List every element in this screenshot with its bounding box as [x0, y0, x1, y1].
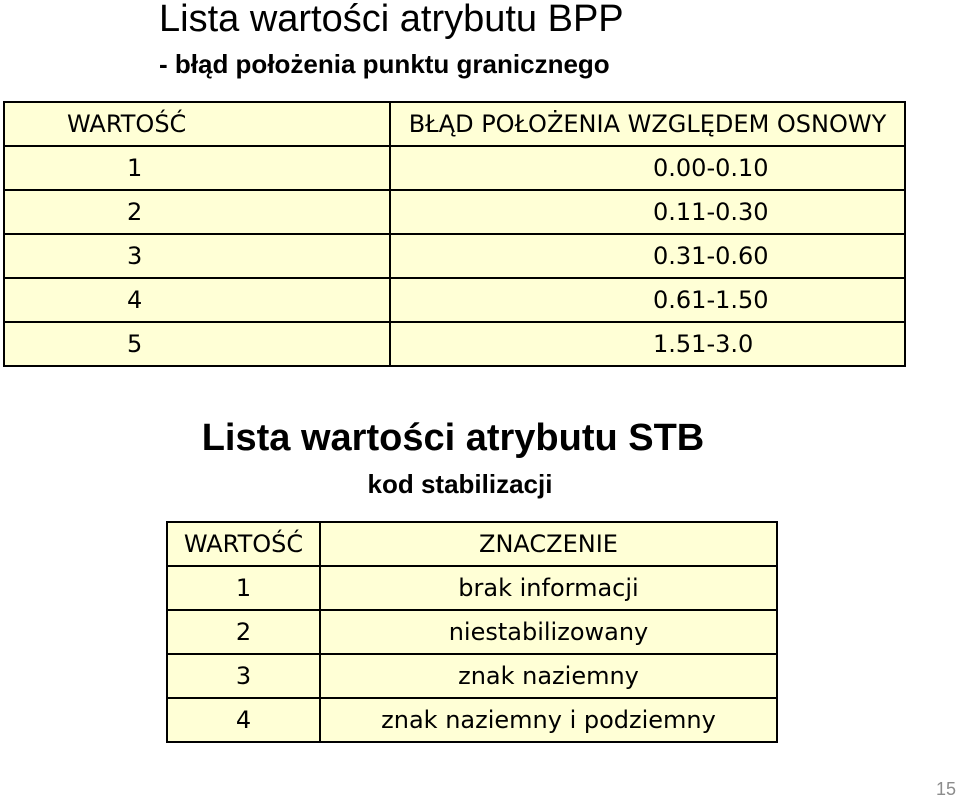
table-row [167, 610, 777, 654]
bpp-cell-value: 2 [4, 190, 390, 234]
stb-cell-value: 4 [167, 698, 320, 742]
stb-cell-meaning: brak informacji [320, 566, 777, 610]
stb-header-value: WARTOŚĆ [167, 522, 320, 566]
bpp-subtitle: - błąd położenia punktu granicznego [159, 49, 610, 79]
bpp-cell-range: 0.31-0.60 [390, 234, 905, 278]
bpp-header-row [4, 102, 905, 146]
stb-cell-meaning: znak naziemny [320, 654, 777, 698]
bpp-cell-value: 3 [4, 234, 390, 278]
bpp-header-error: BŁĄD POŁOŻENIA WZGLĘDEM OSNOWY [390, 102, 905, 146]
table-row [4, 146, 905, 190]
stb-title: Lista wartości atrybutu STB [201, 417, 705, 459]
bpp-cell-value: 4 [4, 278, 390, 322]
stb-cell-value: 3 [167, 654, 320, 698]
table-row [4, 234, 905, 278]
bpp-table [3, 101, 906, 367]
table-row [167, 566, 777, 610]
stb-cell-meaning: niestabilizowany [320, 610, 777, 654]
table-row [167, 698, 777, 742]
table-row [4, 322, 905, 366]
stb-subtitle: kod stabilizacji [367, 469, 553, 499]
page-number: 15 [935, 779, 956, 799]
stb-cell-value: 2 [167, 610, 320, 654]
bpp-cell-range: 0.61-1.50 [390, 278, 905, 322]
stb-cell-value: 1 [167, 566, 320, 610]
stb-header-meaning: ZNACZENIE [320, 522, 777, 566]
table-row [4, 278, 905, 322]
bpp-cell-range: 0.11-0.30 [390, 190, 905, 234]
bpp-cell-range: 1.51-3.0 [390, 322, 905, 366]
bpp-cell-range: 0.00-0.10 [390, 146, 905, 190]
stb-table [166, 521, 778, 743]
bpp-cell-value: 5 [4, 322, 390, 366]
bpp-title: Lista wartości atrybutu BPP [159, 0, 624, 40]
stb-header-row [167, 522, 777, 566]
stb-cell-meaning: znak naziemny i podziemny [320, 698, 777, 742]
table-row [4, 190, 905, 234]
table-row [167, 654, 777, 698]
bpp-cell-value: 1 [4, 146, 390, 190]
bpp-header-value: WARTOŚĆ [4, 102, 390, 146]
